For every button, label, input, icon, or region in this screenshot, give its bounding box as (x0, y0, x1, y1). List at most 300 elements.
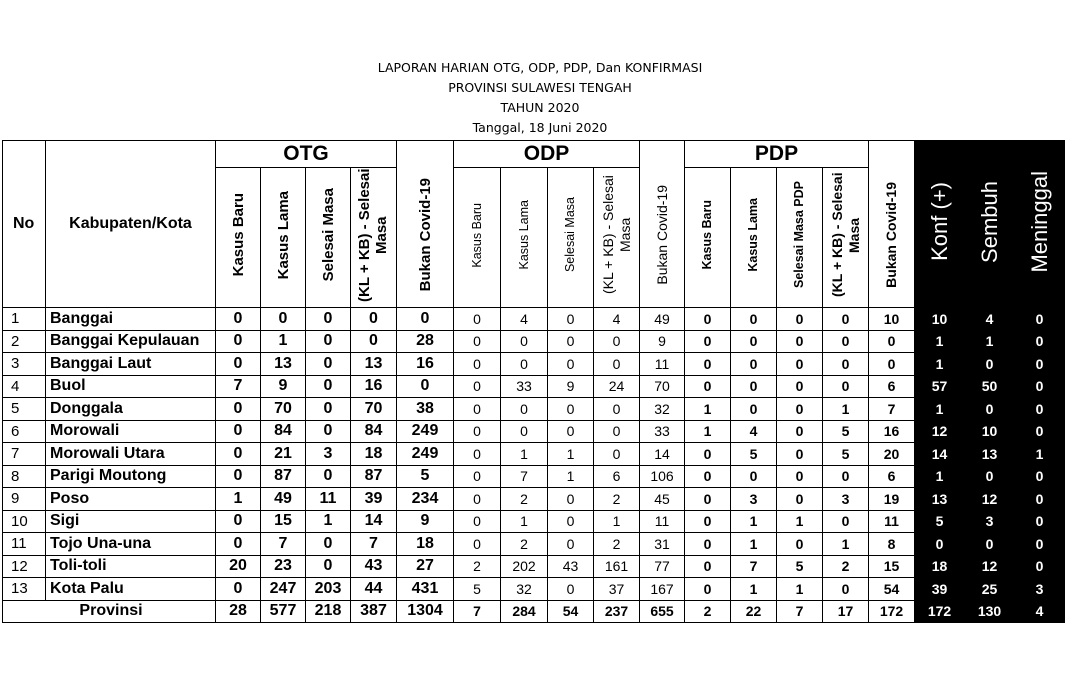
cell-value: 0 (777, 353, 823, 376)
cell-value: 54 (869, 578, 915, 601)
header-otg-col: Selesai Masa (306, 168, 351, 308)
cell-value: 2 (594, 533, 640, 556)
cell-value: 57 (915, 375, 965, 398)
cell-value: 655 (640, 600, 685, 623)
cell-value: 1 (306, 510, 351, 533)
cell-value: 70 (351, 398, 397, 421)
cell-value: 4 (731, 420, 777, 443)
cell-value: 9 (640, 330, 685, 353)
cell-value: 32 (640, 398, 685, 421)
cell-value: 18 (915, 555, 965, 578)
cell-value: 0 (777, 308, 823, 331)
header-pdp-col: Kasus Lama (731, 168, 777, 308)
cell-value: 0 (501, 398, 548, 421)
cell-value: 2 (454, 555, 501, 578)
cell-value: 0 (685, 443, 731, 466)
header-otg-col: Kasus Lama (261, 168, 306, 308)
cell-value: 0 (823, 510, 869, 533)
header-odp: ODP (454, 141, 640, 168)
report-title: LAPORAN HARIAN OTG, ODP, PDP, Dan KONFIRMASI (377, 60, 703, 75)
report-titles (0, 58, 1080, 138)
cell-value: 1 (823, 398, 869, 421)
cell-value: 5 (823, 443, 869, 466)
kabupaten-name: Morowali (46, 420, 216, 443)
cell-value: 1 (261, 330, 306, 353)
cell-value: 577 (261, 600, 306, 623)
cell-value: 1 (965, 330, 1015, 353)
header-meninggal: Meninggal (1015, 141, 1065, 308)
cell-value: 1 (594, 510, 640, 533)
header-odp-col: Kasus Baru (454, 168, 501, 308)
cell-value: 25 (965, 578, 1015, 601)
cell-value: 0 (548, 398, 594, 421)
cell-value: 387 (351, 600, 397, 623)
cell-value: 20 (869, 443, 915, 466)
header-pdp-spacer (869, 141, 915, 168)
cell-value: 172 (869, 600, 915, 623)
cell-value: 2 (685, 600, 731, 623)
cell-value: 70 (640, 375, 685, 398)
cell-value: 15 (261, 510, 306, 533)
row-number: 10 (3, 510, 46, 533)
cell-value: 106 (640, 465, 685, 488)
cell-value: 1 (501, 443, 548, 466)
cell-value: 1 (731, 510, 777, 533)
cell-value: 0 (216, 578, 261, 601)
cell-value: 1 (548, 443, 594, 466)
cell-value: 7 (869, 398, 915, 421)
cell-value: 0 (216, 398, 261, 421)
cell-value: 5 (397, 465, 454, 488)
cell-value: 5 (915, 510, 965, 533)
cell-value: 20 (216, 555, 261, 578)
cell-value: 4 (501, 308, 548, 331)
cell-value: 0 (351, 330, 397, 353)
header-odp-col: Selesai Masa (548, 168, 594, 308)
header-sembuh: Sembuh (965, 141, 1015, 308)
kabupaten-name: Donggala (46, 398, 216, 421)
cell-value: 0 (823, 353, 869, 376)
cell-value: 130 (965, 600, 1015, 623)
cell-value: 17 (823, 600, 869, 623)
cell-value: 10 (869, 308, 915, 331)
cell-value: 50 (965, 375, 1015, 398)
table-row (3, 375, 1065, 398)
cell-value: 0 (594, 353, 640, 376)
cell-value: 0 (777, 533, 823, 556)
cell-value: 203 (306, 578, 351, 601)
kabupaten-name: Kota Palu (46, 578, 216, 601)
cell-value: 14 (351, 510, 397, 533)
cell-value: 1 (915, 353, 965, 376)
cell-value: 1 (915, 330, 965, 353)
cell-value: 0 (777, 443, 823, 466)
cell-value: 16 (351, 375, 397, 398)
cell-value: 0 (777, 420, 823, 443)
row-number: 11 (3, 533, 46, 556)
cell-value: 0 (454, 330, 501, 353)
cell-value: 0 (397, 375, 454, 398)
cell-value: 0 (594, 420, 640, 443)
cell-value: 2 (823, 555, 869, 578)
row-number: 6 (3, 420, 46, 443)
cell-value: 0 (501, 330, 548, 353)
cell-value: 31 (640, 533, 685, 556)
cell-value: 6 (869, 465, 915, 488)
cell-value: 0 (594, 398, 640, 421)
cell-value: 1 (915, 398, 965, 421)
header-pdp: PDP (685, 141, 869, 168)
cell-value: 22 (731, 600, 777, 623)
cell-value: 0 (685, 375, 731, 398)
cell-value: 0 (777, 398, 823, 421)
cell-value: 7 (454, 600, 501, 623)
table-row (3, 465, 1065, 488)
cell-value: 0 (454, 308, 501, 331)
cell-value: 0 (823, 330, 869, 353)
cell-value: 18 (351, 443, 397, 466)
cell-value: 0 (454, 533, 501, 556)
row-number: 13 (3, 578, 46, 601)
cell-value: 1 (731, 578, 777, 601)
cell-value: 0 (965, 465, 1015, 488)
cell-value: 7 (731, 555, 777, 578)
cell-value: 3 (965, 510, 1015, 533)
cell-value: 16 (397, 353, 454, 376)
cell-value: 39 (915, 578, 965, 601)
row-number: 7 (3, 443, 46, 466)
cell-value: 0 (501, 353, 548, 376)
cell-value: 0 (685, 308, 731, 331)
cell-value: 0 (216, 308, 261, 331)
kabupaten-name: Banggai Laut (46, 353, 216, 376)
cell-value: 1 (1015, 443, 1065, 466)
cell-value: 284 (501, 600, 548, 623)
cell-value: 249 (397, 420, 454, 443)
cell-value: 0 (685, 465, 731, 488)
cell-value: 3 (823, 488, 869, 511)
cell-value: 0 (731, 375, 777, 398)
header-otg-col: Bukan Covid-19 (397, 168, 454, 308)
cell-value: 77 (640, 555, 685, 578)
cell-value: 1 (548, 465, 594, 488)
cell-value: 0 (306, 330, 351, 353)
cell-value: 1 (731, 533, 777, 556)
cell-value: 218 (306, 600, 351, 623)
cell-value: 0 (685, 510, 731, 533)
cell-value: 12 (965, 488, 1015, 511)
cell-value: 12 (965, 555, 1015, 578)
cell-value: 45 (640, 488, 685, 511)
cell-value: 9 (548, 375, 594, 398)
row-number: 1 (3, 308, 46, 331)
cell-value: 431 (397, 578, 454, 601)
cell-value: 87 (351, 465, 397, 488)
cell-value: 15 (869, 555, 915, 578)
table-row (3, 330, 1065, 353)
cell-value: 172 (915, 600, 965, 623)
cell-value: 33 (501, 375, 548, 398)
cell-value: 10 (915, 308, 965, 331)
table-row (3, 443, 1065, 466)
cell-value: 0 (965, 398, 1015, 421)
cell-value: 0 (1015, 330, 1065, 353)
report-date: Tanggal, 18 Juni 2020 (472, 120, 608, 135)
header-otg-col: Kasus Baru (216, 168, 261, 308)
cell-value: 28 (397, 330, 454, 353)
cell-value: 27 (397, 555, 454, 578)
cell-value: 0 (731, 465, 777, 488)
cell-value: 0 (216, 330, 261, 353)
cell-value: 14 (640, 443, 685, 466)
cell-value: 0 (454, 398, 501, 421)
report-year: TAHUN 2020 (500, 100, 580, 115)
cell-value: 0 (306, 420, 351, 443)
cell-value: 14 (915, 443, 965, 466)
cell-value: 7 (216, 375, 261, 398)
cell-value: 2 (501, 533, 548, 556)
cell-value: 32 (501, 578, 548, 601)
cell-value: 13 (915, 488, 965, 511)
cell-value: 0 (1015, 488, 1065, 511)
row-number: 4 (3, 375, 46, 398)
cell-value: 0 (216, 420, 261, 443)
cell-value: 0 (869, 330, 915, 353)
cell-value: 0 (1015, 353, 1065, 376)
cell-value: 0 (216, 533, 261, 556)
row-number: 9 (3, 488, 46, 511)
cell-value: 0 (685, 488, 731, 511)
cell-value: 7 (777, 600, 823, 623)
cell-value: 8 (869, 533, 915, 556)
table-row (3, 555, 1065, 578)
cell-value: 161 (594, 555, 640, 578)
cell-value: 0 (306, 555, 351, 578)
header-otg-col: (KL + KB) - Selesai Masa (351, 168, 397, 308)
cell-value: 0 (1015, 555, 1065, 578)
cell-value: 0 (454, 488, 501, 511)
header-otg: OTG (216, 141, 397, 168)
cell-value: 0 (548, 510, 594, 533)
kabupaten-name: Poso (46, 488, 216, 511)
cell-value: 4 (594, 308, 640, 331)
kabupaten-name: Buol (46, 375, 216, 398)
cell-value: 23 (261, 555, 306, 578)
cell-value: 24 (594, 375, 640, 398)
cell-value: 0 (823, 308, 869, 331)
cell-value: 84 (351, 420, 397, 443)
cell-value: 5 (777, 555, 823, 578)
cell-value: 5 (731, 443, 777, 466)
cell-value: 0 (306, 375, 351, 398)
cell-value: 6 (869, 375, 915, 398)
cell-value: 0 (731, 398, 777, 421)
kabupaten-name: Toli-toli (46, 555, 216, 578)
cell-value: 0 (548, 330, 594, 353)
cell-value: 0 (306, 398, 351, 421)
cell-value: 0 (454, 420, 501, 443)
cell-value: 5 (454, 578, 501, 601)
cell-value: 7 (261, 533, 306, 556)
cell-value: 0 (216, 465, 261, 488)
header-pdp-col: (KL + KB) - Selesai Masa (823, 168, 869, 308)
table-row (3, 533, 1065, 556)
cell-value: 0 (965, 533, 1015, 556)
row-number: 12 (3, 555, 46, 578)
cell-value: 10 (965, 420, 1015, 443)
cell-value: 1 (685, 420, 731, 443)
table-row (3, 510, 1065, 533)
cell-value: 38 (397, 398, 454, 421)
cell-value: 0 (397, 308, 454, 331)
cell-value: 0 (685, 578, 731, 601)
cell-value: 0 (454, 375, 501, 398)
table-row (3, 353, 1065, 376)
cell-value: 9 (397, 510, 454, 533)
cell-value: 3 (1015, 578, 1065, 601)
cell-value: 0 (501, 420, 548, 443)
cell-value: 0 (351, 308, 397, 331)
row-number: 8 (3, 465, 46, 488)
cell-value: 1304 (397, 600, 454, 623)
cell-value: 0 (261, 308, 306, 331)
cell-value: 49 (640, 308, 685, 331)
cell-value: 43 (351, 555, 397, 578)
cell-value: 0 (454, 465, 501, 488)
cell-value: 19 (869, 488, 915, 511)
cell-value: 0 (869, 353, 915, 376)
cell-value: 0 (731, 308, 777, 331)
cell-value: 0 (823, 578, 869, 601)
cell-value: 1 (501, 510, 548, 533)
cell-value: 0 (1015, 375, 1065, 398)
cell-value: 87 (261, 465, 306, 488)
cell-value: 11 (640, 510, 685, 533)
cell-value: 70 (261, 398, 306, 421)
cell-value: 0 (685, 353, 731, 376)
cell-value: 0 (306, 308, 351, 331)
cell-value: 16 (869, 420, 915, 443)
header-kabupaten: Kabupaten/Kota (46, 141, 216, 308)
cell-value: 0 (548, 420, 594, 443)
header-pdp-col: Selesai Masa PDP (777, 168, 823, 308)
cell-value: 0 (454, 443, 501, 466)
cell-value: 247 (261, 578, 306, 601)
cell-value: 2 (501, 488, 548, 511)
cell-value: 39 (351, 488, 397, 511)
kabupaten-name: Banggai Kepulauan (46, 330, 216, 353)
cell-value: 0 (548, 308, 594, 331)
cell-value: 0 (216, 353, 261, 376)
cell-value: 0 (548, 533, 594, 556)
row-number: 5 (3, 398, 46, 421)
kabupaten-name: Tojo Una-una (46, 533, 216, 556)
cell-value: 0 (915, 533, 965, 556)
kabupaten-name: Parigi Moutong (46, 465, 216, 488)
header-otg-spacer (397, 141, 454, 168)
cell-value: 0 (548, 578, 594, 601)
cell-value: 11 (640, 353, 685, 376)
cell-value: 84 (261, 420, 306, 443)
table-row (3, 420, 1065, 443)
cell-value: 6 (594, 465, 640, 488)
cell-value: 0 (216, 510, 261, 533)
cell-value: 0 (731, 353, 777, 376)
cell-value: 0 (1015, 420, 1065, 443)
header-konf: Konf (+) (915, 141, 965, 308)
header-no: No (3, 141, 46, 308)
header-pdp-col: Kasus Baru (685, 168, 731, 308)
cell-value: 28 (216, 600, 261, 623)
cell-value: 202 (501, 555, 548, 578)
cell-value: 0 (548, 353, 594, 376)
cell-value: 43 (548, 555, 594, 578)
cell-value: 0 (306, 353, 351, 376)
cell-value: 0 (1015, 398, 1065, 421)
table-row (3, 578, 1065, 601)
cell-value: 237 (594, 600, 640, 623)
cell-value: 167 (640, 578, 685, 601)
cell-value: 11 (869, 510, 915, 533)
cell-value: 0 (454, 353, 501, 376)
cell-value: 0 (685, 330, 731, 353)
total-row (3, 600, 1065, 623)
header-pdp-col: Bukan Covid-19 (869, 168, 915, 308)
cell-value: 13 (261, 353, 306, 376)
cell-value: 4 (965, 308, 1015, 331)
header-odp-spacer (640, 141, 685, 168)
cell-value: 4 (1015, 600, 1065, 623)
cell-value: 44 (351, 578, 397, 601)
cell-value: 0 (306, 533, 351, 556)
cell-value: 0 (1015, 510, 1065, 533)
cell-value: 0 (777, 330, 823, 353)
cell-value: 0 (1015, 465, 1065, 488)
cell-value: 0 (823, 465, 869, 488)
row-number: 3 (3, 353, 46, 376)
header-odp-col: Bukan Covid-19 (640, 168, 685, 308)
cell-value: 0 (594, 443, 640, 466)
cell-value: 49 (261, 488, 306, 511)
cell-value: 11 (306, 488, 351, 511)
cell-value: 0 (1015, 308, 1065, 331)
cell-value: 0 (594, 330, 640, 353)
cell-value: 0 (216, 443, 261, 466)
cell-value: 1 (823, 533, 869, 556)
cell-value: 0 (454, 510, 501, 533)
cell-value: 0 (548, 488, 594, 511)
cell-value: 0 (823, 375, 869, 398)
cell-value: 21 (261, 443, 306, 466)
cell-value: 37 (594, 578, 640, 601)
cell-value: 1 (777, 578, 823, 601)
cell-value: 0 (306, 465, 351, 488)
cell-value: 0 (777, 465, 823, 488)
cell-value: 5 (823, 420, 869, 443)
cell-value: 0 (1015, 533, 1065, 556)
table-row (3, 308, 1065, 331)
cell-value: 1 (777, 510, 823, 533)
report-province: PROVINSI SULAWESI TENGAH (448, 80, 632, 95)
header-odp-col: Kasus Lama (501, 168, 548, 308)
cell-value: 13 (965, 443, 1015, 466)
kabupaten-name: Banggai (46, 308, 216, 331)
kabupaten-name: Sigi (46, 510, 216, 533)
cell-value: 0 (777, 375, 823, 398)
kabupaten-name: Morowali Utara (46, 443, 216, 466)
header-odp-col: (KL + KB) - Selesai Masa (594, 168, 640, 308)
cell-value: 7 (351, 533, 397, 556)
